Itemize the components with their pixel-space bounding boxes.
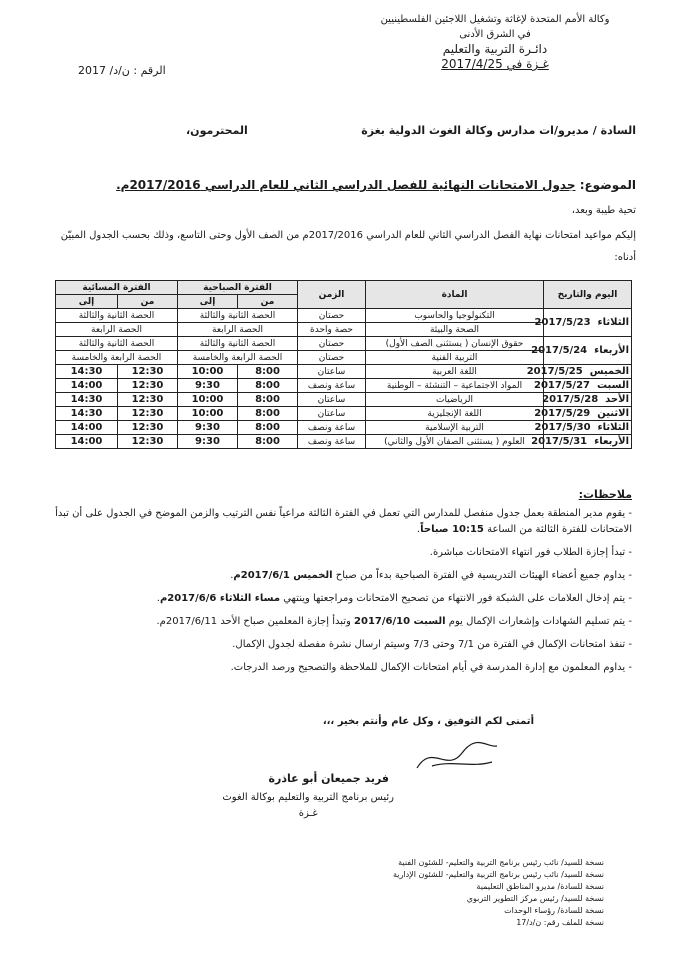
col-evening: الفترة المسائية (55, 281, 177, 295)
row-day-date: الأربعاء 2017/5/24 (544, 337, 632, 365)
row-subject: المواد الاجتماعية – التنشئة – الوطنية (366, 379, 544, 393)
note-item: - يتم إدخال العلامات على الشبكة فور الانتهاء من تصحيح الامتحانات ومراجعتها وينتهي مساء الثلاثاء 2017/6/6م. (156, 593, 632, 604)
row-morning-to: 10:00 (177, 365, 237, 379)
copies-list (393, 857, 604, 929)
row-subject: التكنولوجيا والحاسوب (366, 309, 544, 323)
addressee (186, 124, 636, 137)
table-row (55, 407, 631, 421)
department-name: دائـرة التربية والتعليم (442, 42, 548, 56)
row-morning-to: 9:30 (177, 421, 237, 435)
row-evening-from: 12:30 (117, 379, 177, 393)
col-subject: المادة (366, 281, 544, 309)
notes-list (52, 506, 632, 683)
row-evening-from: 12:30 (117, 435, 177, 449)
row-evening-to: 14:00 (55, 379, 117, 393)
row-evening-to: 14:00 (55, 421, 117, 435)
col-day-date: اليوم والتاريخ (544, 281, 632, 309)
row-morning-period: الحصة الرابعة والخامسة (177, 351, 297, 365)
col-duration: الزمن (298, 281, 366, 309)
note-item: - يتم تسليم الشهادات وإشعارات الإكمال يوم السبت 2017/6/10 وتبدأ إجازة المعلمين صباح الأحد 2017/6/11م. (156, 616, 632, 627)
row-day-date: الثلاثاء 2017/5/23 (544, 309, 632, 337)
notes-heading: ملاحظات: (578, 488, 632, 501)
row-duration: ساعتان (298, 407, 366, 421)
table-row (55, 379, 631, 393)
copy-line: نسخة للسيد/ رئيس مركز التطوير التربوي (466, 894, 604, 903)
row-morning-to: 10:00 (177, 407, 237, 421)
row-subject: العلوم ( يستثنى الصفان الأول والثاني) (366, 435, 544, 449)
signatory-name: فريد جميعان أبو عاذرة (268, 772, 389, 785)
row-evening-period: الحصة الرابعة (55, 323, 177, 337)
row-duration: حصتان (298, 309, 366, 323)
table-row (55, 337, 631, 351)
note-item: - يداوم جميع أعضاء الهيئات التدريسية في الفترة الصباحية بدءاً من صباح الخميس 2017/6/1م. (230, 570, 632, 581)
addressee-honorific: المحترمون، (186, 124, 248, 137)
row-subject: الصحة والبيئة (366, 323, 544, 337)
row-morning-from: 8:00 (238, 393, 298, 407)
org-line-2: في الشرق الأدنى (459, 29, 531, 40)
row-evening-from: 12:30 (117, 407, 177, 421)
row-evening-from: 12:30 (117, 393, 177, 407)
row-evening-to: 14:30 (55, 393, 117, 407)
addressee-to: السادة / مديرو/ات مدارس وكالة الغوث الدولية بغزة (361, 124, 636, 137)
table-row (55, 365, 631, 379)
row-subject: اللغة العربية (366, 365, 544, 379)
note-item: - تنفذ امتحانات الإكمال في الفترة من 7/1 وحتى 7/3 وسيتم ارسال نشرة مفصلة لجدول الإكمال. (232, 639, 632, 650)
greeting: تحية طيبة وبعد، (571, 205, 636, 216)
row-day-date: السبت 2017/5/27 (544, 379, 632, 393)
subject-title: جدول الامتحانات النهائية للفصل الدراسي الثاني للعام الدراسي 2017/2016م. (116, 178, 576, 192)
row-evening-to: 14:30 (55, 365, 117, 379)
row-duration: حصتان (298, 351, 366, 365)
copy-line: نسخة للسيد/ نائب رئيس برنامج التربية والتعليم- للشئون الإدارية (393, 870, 604, 879)
copy-line: نسخة للسادة/ رؤساء الوحدات (504, 906, 604, 915)
exam-schedule-table (55, 280, 632, 449)
place-date: غـزة في 2017/4/25 (441, 57, 549, 71)
row-evening-from: 12:30 (117, 365, 177, 379)
row-morning-from: 8:00 (238, 421, 298, 435)
row-duration: ساعتان (298, 365, 366, 379)
row-morning-period: الحصة الثانية والثالثة (177, 309, 297, 323)
row-duration: حصتان (298, 337, 366, 351)
row-subject: اللغة الإنجليزية (366, 407, 544, 421)
row-subject: التربية الفنية (366, 351, 544, 365)
row-morning-to: 9:30 (177, 435, 237, 449)
row-evening-from: 12:30 (117, 421, 177, 435)
signatory-city: غـزة (298, 808, 318, 819)
signature-icon (412, 738, 502, 778)
reference-number: الرقم : ن/د/ 2017 (78, 64, 166, 77)
row-morning-to: 10:00 (177, 393, 237, 407)
row-evening-to: 14:00 (55, 435, 117, 449)
row-day-date: الأربعاء 2017/5/31 (544, 435, 632, 449)
row-duration: ساعة ونصف (298, 379, 366, 393)
row-subject: حقوق الإنسان ( يستثنى الصف الأول) (366, 337, 544, 351)
row-morning-from: 8:00 (238, 365, 298, 379)
row-subject: التربية الإسلامية (366, 421, 544, 435)
table-row (55, 393, 631, 407)
col-evening-from: من (117, 295, 177, 309)
note-item: - تبدأ إجازة الطلاب فور انتهاء الامتحانات مباشرة. (429, 547, 632, 558)
row-subject: الرياضيات (366, 393, 544, 407)
row-day-date: الخميس 2017/5/25 (544, 365, 632, 379)
row-evening-period: الحصة الرابعة والخامسة (55, 351, 177, 365)
row-day-date: الثلاثاء 2017/5/30 (544, 421, 632, 435)
copy-line: نسخة للسيد/ نائب رئيس برنامج التربية والتعليم- للشئون الفنية (398, 858, 604, 867)
row-day-date: الأحد 2017/5/28 (544, 393, 632, 407)
note-item: - يداوم المعلمون مع إدارة المدرسة في أيام امتحانات الإكمال للملاحظة والتصحيح ورصد الدرجات. (230, 662, 632, 673)
row-morning-from: 8:00 (238, 435, 298, 449)
row-evening-to: 14:30 (55, 407, 117, 421)
subject-line (116, 178, 636, 192)
note-item: - يقوم مدير المنطقة بعمل جدول منفصل للمدارس التي تعمل في الفترة الثالثة مراعياً نفس الترتيب والزمن الموضح في الجدول على أن تبدأ الامتحانات للفترة الثالثة من الساعة 10:15 صباحاً. (55, 508, 632, 535)
row-duration: ساعة ونصف (298, 421, 366, 435)
copy-line: نسخة للسادة/ مديرو المناطق التعليمية (476, 882, 604, 891)
letterhead (350, 12, 640, 72)
row-evening-period: الحصة الثانية والثالثة (55, 309, 177, 323)
copy-line: نسخة للملف رقم: ن/د/17 (516, 918, 604, 927)
row-duration: ساعتان (298, 393, 366, 407)
closing-line: أتمنى لكم التوفيق ، وكل عام وأنتم بخير ،،، (322, 716, 534, 727)
row-morning-period: الحصة الثانية والثالثة (177, 337, 297, 351)
row-evening-period: الحصة الثانية والثالثة (55, 337, 177, 351)
col-morning-to: إلى (177, 295, 237, 309)
org-line-1: وكالة الأمم المتحدة لإغاثة وتشغيل اللاجئين الفلسطينيين (380, 14, 610, 25)
row-duration: ساعة ونصف (298, 435, 366, 449)
table-row (55, 435, 631, 449)
row-day-date: الاثنين 2017/5/29 (544, 407, 632, 421)
col-morning-from: من (238, 295, 298, 309)
subject-label: الموضوع: (579, 178, 636, 192)
row-morning-period: الحصة الرابعة (177, 323, 297, 337)
row-morning-from: 8:00 (238, 379, 298, 393)
signatory-block (222, 790, 394, 822)
table-row (55, 421, 631, 435)
intro-paragraph: إليكم مواعيد امتحانات نهاية الفصل الدراسي الثاني للعام الدراسي 2017/2016م من الصف الأول وحتى التاسع، وذلك بحسب الجدول المبيّن أدناه: (60, 230, 636, 263)
col-morning: الفترة الصباحية (177, 281, 297, 295)
signatory-title: رئيس برنامج التربية والتعليم بوكالة الغوث (222, 792, 394, 803)
table-row (55, 309, 631, 323)
row-morning-from: 8:00 (238, 407, 298, 421)
row-morning-to: 9:30 (177, 379, 237, 393)
row-duration: حصة واحدة (298, 323, 366, 337)
col-evening-to: إلى (55, 295, 117, 309)
